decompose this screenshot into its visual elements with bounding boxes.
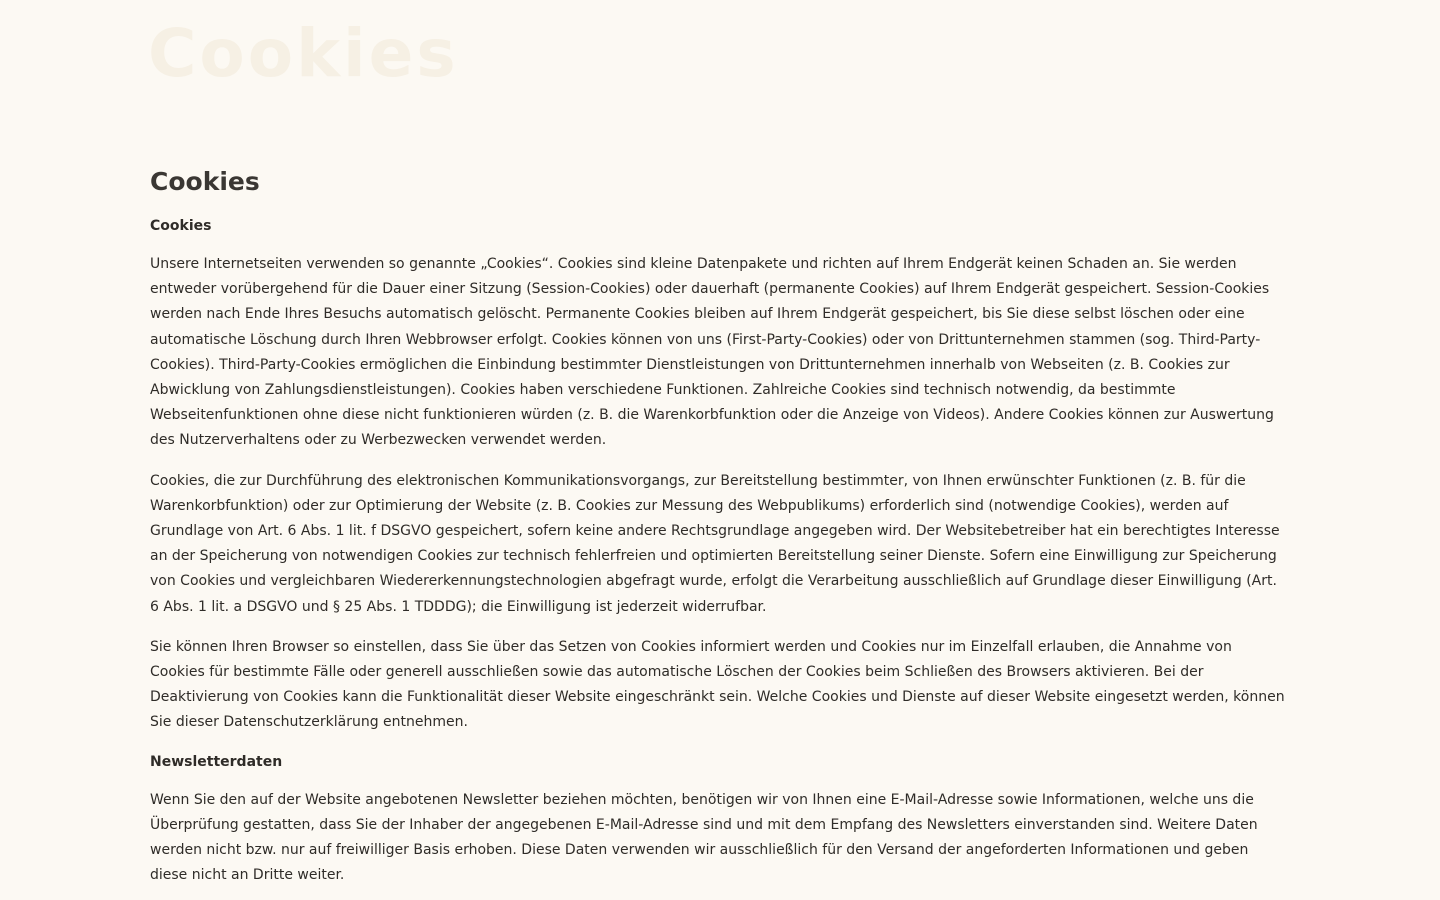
section-heading: Newsletterdaten	[150, 753, 283, 770]
paragraph: Wenn Sie den auf der Website angebotenen Newsletter beziehen möchten, benötigen wir von Ihnen eine E-Mail-Adresse sowie Informationen, welche uns die Überprüfung gestatten, dass Sie der Inhaber der angegebenen E-Mail-Adresse sind und mit dem Empfang des Newsletters einverstanden sind. Weitere Daten werden nicht bzw. nur auf freiwilliger Basis erhoben. Diese Daten verwenden wir ausschließlich für den Versand der angeforderten Informationen und geben diese nicht an Dritte weiter.	[150, 791, 1258, 884]
section-cookies	[150, 215, 1290, 736]
paragraph: Cookies, die zur Durchführung des elektronischen Kommunikationsvorgangs, zur Bereitstellung bestimmter, von Ihnen erwünschter Funktionen (z. B. für die Warenkorbfunktion) oder zur Optimierung der Website (z. B. Cookies zur Messung des Webpublikums) erforderlich sind (notwendige Cookies), werden auf Grundlage von Art. 6 Abs. 1 lit. f DSGVO gespeichert, sofern keine andere Rechtsgrundlage angegeben wird. Der Websitebetreiber hat ein berechtigtes Interesse an der Speicherung von notwendigen Cookies zur technisch fehlerfreien und optimierten Bereitstellung seiner Dienste. Sofern eine Einwilligung zur Speicherung von Cookies und vergleichbaren Wiedererkennungstechnologien abgefragt wurde, erfolgt die Verarbeitung ausschließlich auf Grundlage dieser Einwilligung (Art. 6 Abs. 1 lit. a DSGVO und § 25 Abs. 1 TDDDG); die Einwilligung ist jederzeit widerrufbar.	[150, 472, 1280, 615]
paragraph: Unsere Internetseiten verwenden so genannte „Cookies“. Cookies sind kleine Datenpakete und richten auf Ihrem Endgerät keinen Schaden an. Sie werden entweder vorübergehend für die Dauer einer Sitzung (Session-Cookies) oder dauerhaft (permanente Cookies) auf Ihrem Endgerät gespeichert. Session-Cookies werden nach Ende Ihres Besuchs automatisch gelöscht. Permanente Cookies bleiben auf Ihrem Endgerät gespeichert, bis Sie diese selbst löschen oder eine automatische Löschung durch Ihren Webbrowser erfolgt. Cookies können von uns (First-Party-Cookies) oder von Drittunternehmen stammen (sog. Third-Party-Cookies). Third-Party-Cookies ermöglichen die Einbindung bestimmter Dienstleistungen von Drittunternehmen innerhalb von Webseiten (z. B. Cookies zur Abwicklung von Zahlungsdienstleistungen). Cookies haben verschiedene Funktionen. Zahlreiche Cookies sind technisch notwendig, da bestimmte Webseitenfunktionen ohne diese nicht funktionieren würden (z. B. die Warenkorbfunktion oder die Anzeige von Videos). Andere Cookies können zur Auswertung des Nutzerverhaltens oder zu Werbezwecken verwendet werden.	[150, 256, 1274, 449]
page-title: Cookies	[150, 167, 260, 196]
section-newsletterdaten	[150, 751, 1290, 889]
main-content	[150, 164, 1290, 888]
section-heading: Cookies	[150, 218, 212, 234]
paragraph: Sie können Ihren Browser so einstellen, dass Sie über das Setzen von Cookies informiert werden und Cookies nur im Einzelfall erlauben, die Annahme von Cookies für bestimmte Fälle oder generell ausschließen sowie das automatische Löschen der Cookies beim Schließen des Browsers aktivieren. Bei der Deaktivierung von Cookies kann die Funktionalität dieser Website eingeschränkt sein. Welche Cookies und Dienste auf dieser Website eingesetzt werden, können Sie dieser Datenschutzerklärung entnehmen.	[150, 638, 1285, 731]
watermark-title: Cookies	[148, 15, 459, 92]
